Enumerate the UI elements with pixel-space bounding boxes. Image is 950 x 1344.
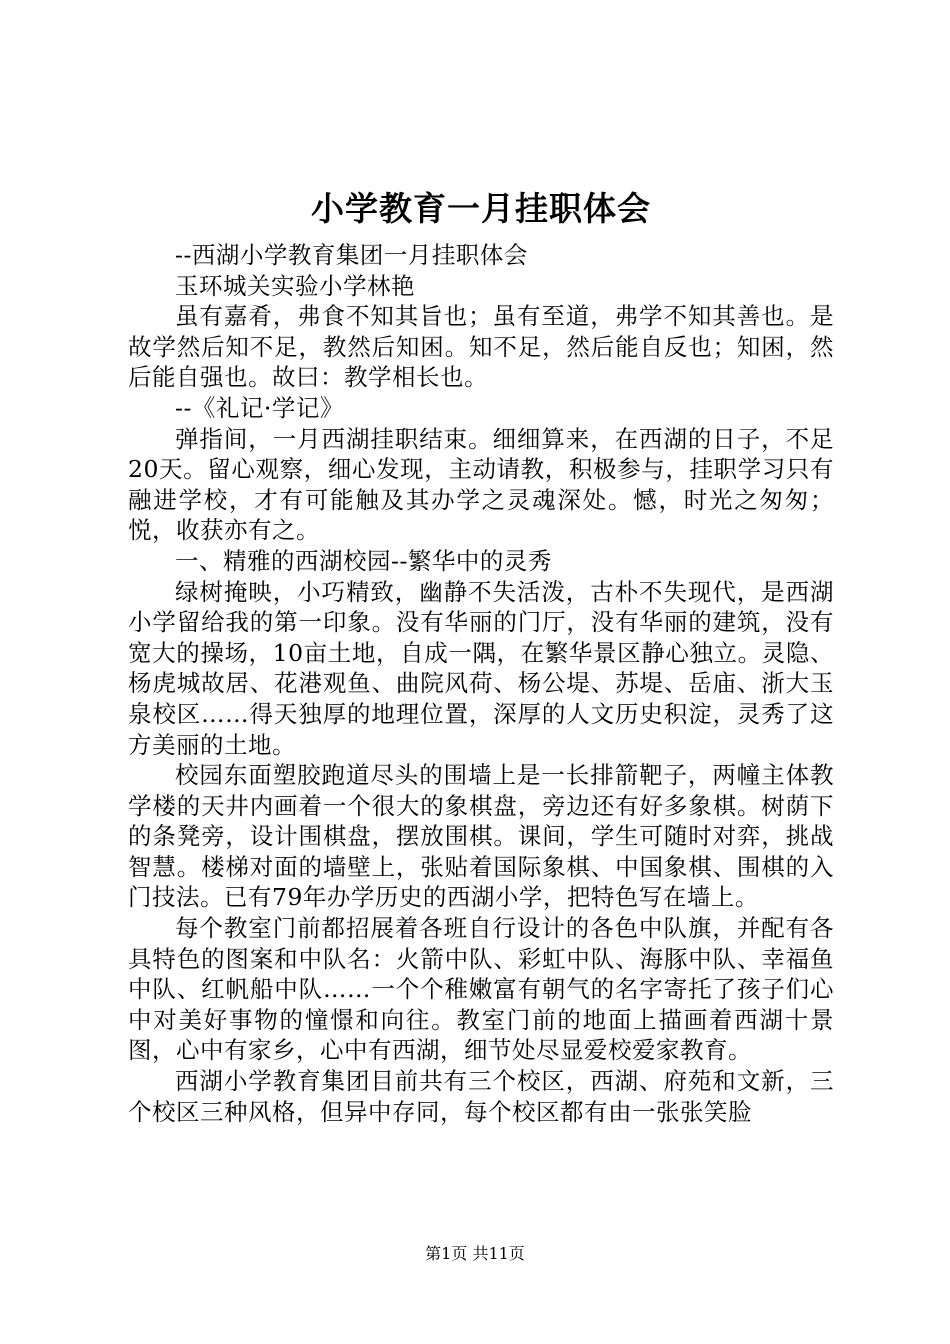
document-body [128,240,834,1127]
author-line: 玉环城关实验小学林艳 [175,271,415,300]
quote-source: --《礼记·学记》 [175,393,344,422]
quote-paragraph: 虽有嘉肴，弗食不知其旨也；虽有至道，弗学不知其善也。是故学然后知不足，教然后知困。知不足，然后能自反也；知困，然后能自强也。故曰：教学相长也。 [128,302,834,392]
document-page [128,180,834,1127]
body-paragraph: 绿树掩映，小巧精致，幽静不失活泼，古朴不失现代，是西湖小学留给我的第一印象。没有华丽的门厅，没有华丽的建筑，没有宽大的操场，10亩土地，自成一隅，在繁华景区静心独立。灵隐、杨虎城故居、花港观鱼、曲院风荷、杨公堤、苏堤、岳庙、浙大玉泉校区……得天独厚的地理位置，深厚的人文历史积淀，灵秀了这方美丽的土地。 [128,577,834,759]
page-footer: 第1页 共11页 [425,1244,525,1263]
intro-paragraph: 弹指间，一月西湖挂职结束。细细算来，在西湖的日子，不足20天。留心观察，细心发现，主动请教，积极参与，挂职学习只有融进学校，才有可能触及其办学之灵魂深处。憾，时光之匆匆；悦，收获亦有之。 [128,424,834,545]
subtitle-line: --西湖小学教育集团一月挂职体会 [175,241,528,269]
body-paragraph: 西湖小学教育集团目前共有三个校区，西湖、府苑和文新，三个校区三种风格，但异中存同，每个校区都有由一张张笑脸 [128,1067,834,1126]
body-paragraph: 每个教室门前都招展着各班自行设计的各色中队旗，并配有各具特色的图案和中队名：火箭中队、彩虹中队、海豚中队、幸福鱼中队、红帆船中队……一个个稚嫩富有朝气的名字寄托了孩子们心中对美好事物的憧憬和向往。教室门前的地面上描画着西湖十景图，心中有家乡，心中有西湖，细节处尽显爱校爱家教育。 [128,914,834,1065]
section-heading-1: 一、精雅的西湖校园--繁华中的灵秀 [175,546,552,575]
body-paragraph: 校园东面塑胶跑道尽头的围墙上是一长排箭靶子，两幢主体教学楼的天井内画着一个很大的象棋盘，旁边还有好多象棋。树荫下的条凳旁，设计围棋盘，摆放围棋。课间，学生可随时对弈，挑战智慧。楼梯对面的墙壁上，张贴着国际象棋、中国象棋、围棋的入门技法。已有79年办学历史的西湖小学，把特色写在墙上。 [128,761,834,912]
document-title: 小学教育一月挂职体会 [311,189,651,228]
